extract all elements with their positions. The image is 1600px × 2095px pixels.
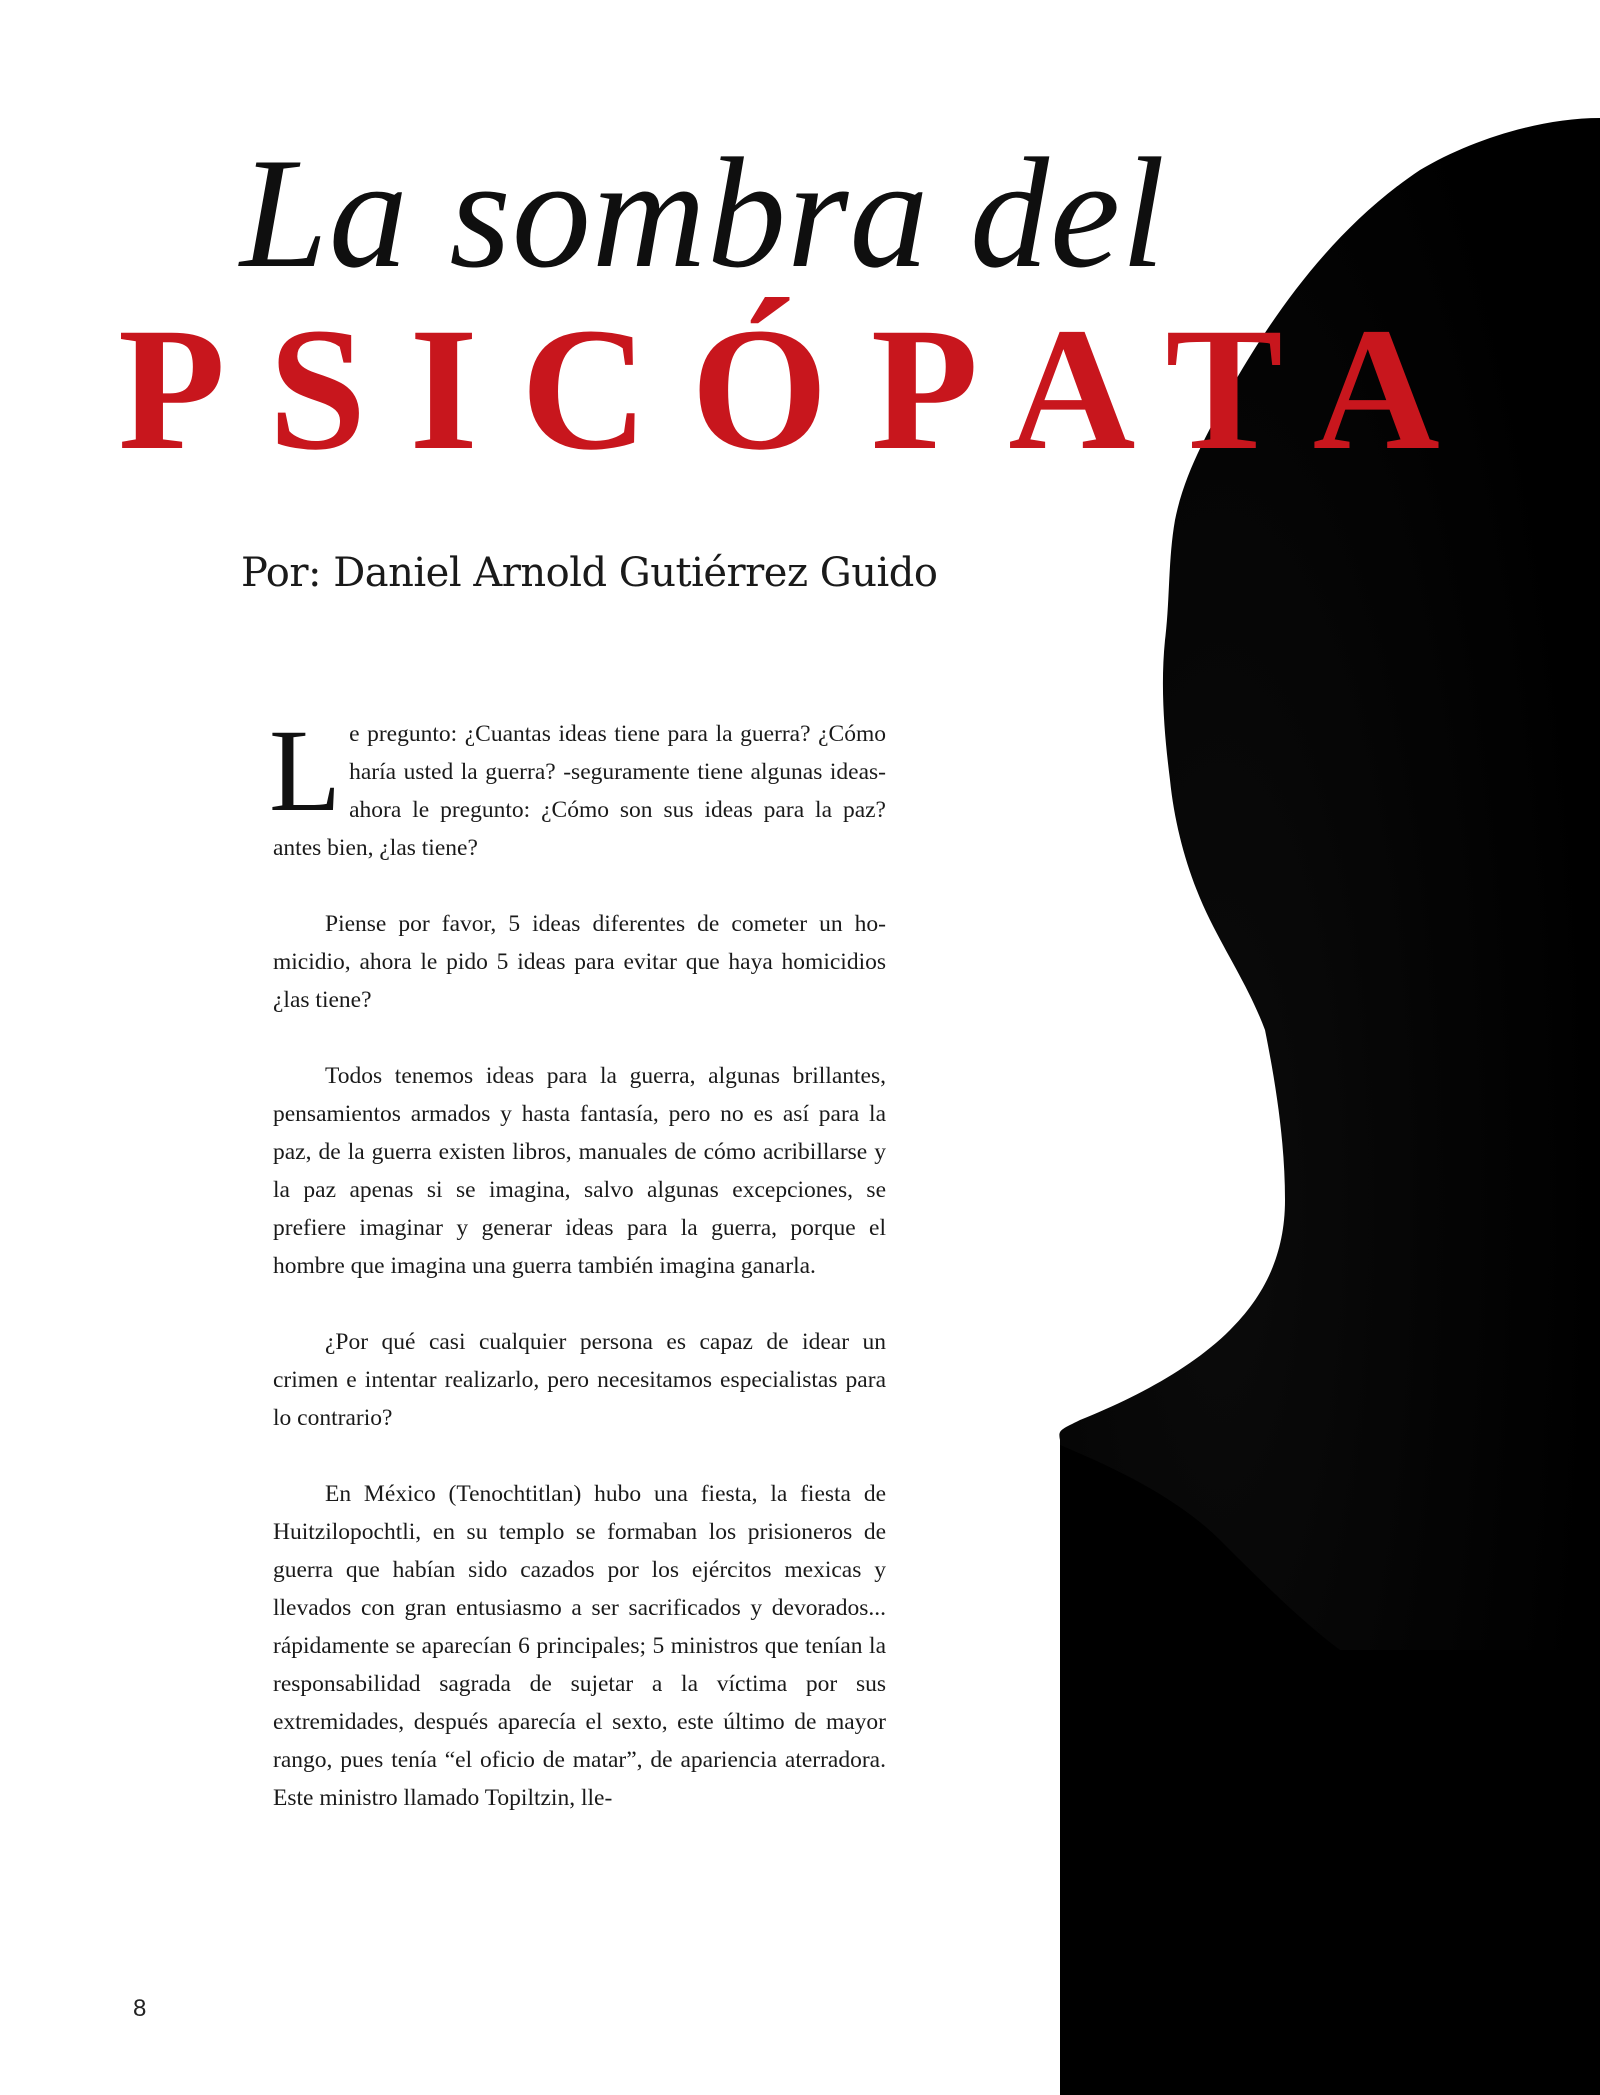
paragraph-3: Todos tenemos ideas para la guerra, algunas brillantes, pensamientos armados y hasta fantasía, pero no es así para la paz, de la guerra existen libros, manuales de cómo acribillarse y la paz apenas si se imagina, salvo algunas excepciones, se prefiere imaginar y generar ideas para la guerra, porque el hombre que imagina una guerra también imagina ganarla. xyxy=(273,1063,886,1279)
paragraph-2: Piense por favor, 5 ideas diferentes de cometer un homicidio, ahora le pido 5 ideas para evitar que haya homicidios ¿las tiene? xyxy=(273,911,886,1013)
drop-cap: L xyxy=(269,705,342,836)
paragraph-4: ¿Por qué casi cualquier persona es capaz de idear un crimen e intentar realizarlo, pero necesitamos especialistas para lo contrario? xyxy=(273,1329,886,1431)
article-body xyxy=(269,705,886,1855)
paragraph-5: En México (Tenochtitlan) hubo una fiesta, la fiesta de Huitzilopochtli, en su templo se formaban los prisioneros de guerra que habían sido cazados por los ejércitos mexicas y llevados con gran entusiasmo a ser sacrificados y devorados... rápidamente se aparecían 6 principales; 5 ministros que tenían la responsabilidad sagrada de sujetar a la víctima por sus extremidades, después aparecía el sexto, este último de mayor rango, pues tenía “el oficio de matar”, de apariencia aterradora. Este ministro llamado Topiltzin, lle- xyxy=(273,1481,886,1811)
article-title-line2: PSICÓPATA xyxy=(118,292,1483,487)
article-title-line1: La sombra del xyxy=(240,126,1166,301)
author-byline: Por: Daniel Arnold Gutiérrez Guido xyxy=(241,550,938,596)
paragraph-1-text: e pregunto: ¿Cuantas ideas tiene para la guerra? ¿Cómo haría usted la guerra? -seguramente tiene algunas ideas- ahora le pregunto: ¿Cómo son sus ideas para la paz? antes bien, ¿las tiene? xyxy=(273,721,886,861)
paragraph-1 xyxy=(269,705,886,867)
page-number: 8 xyxy=(133,1995,147,2022)
